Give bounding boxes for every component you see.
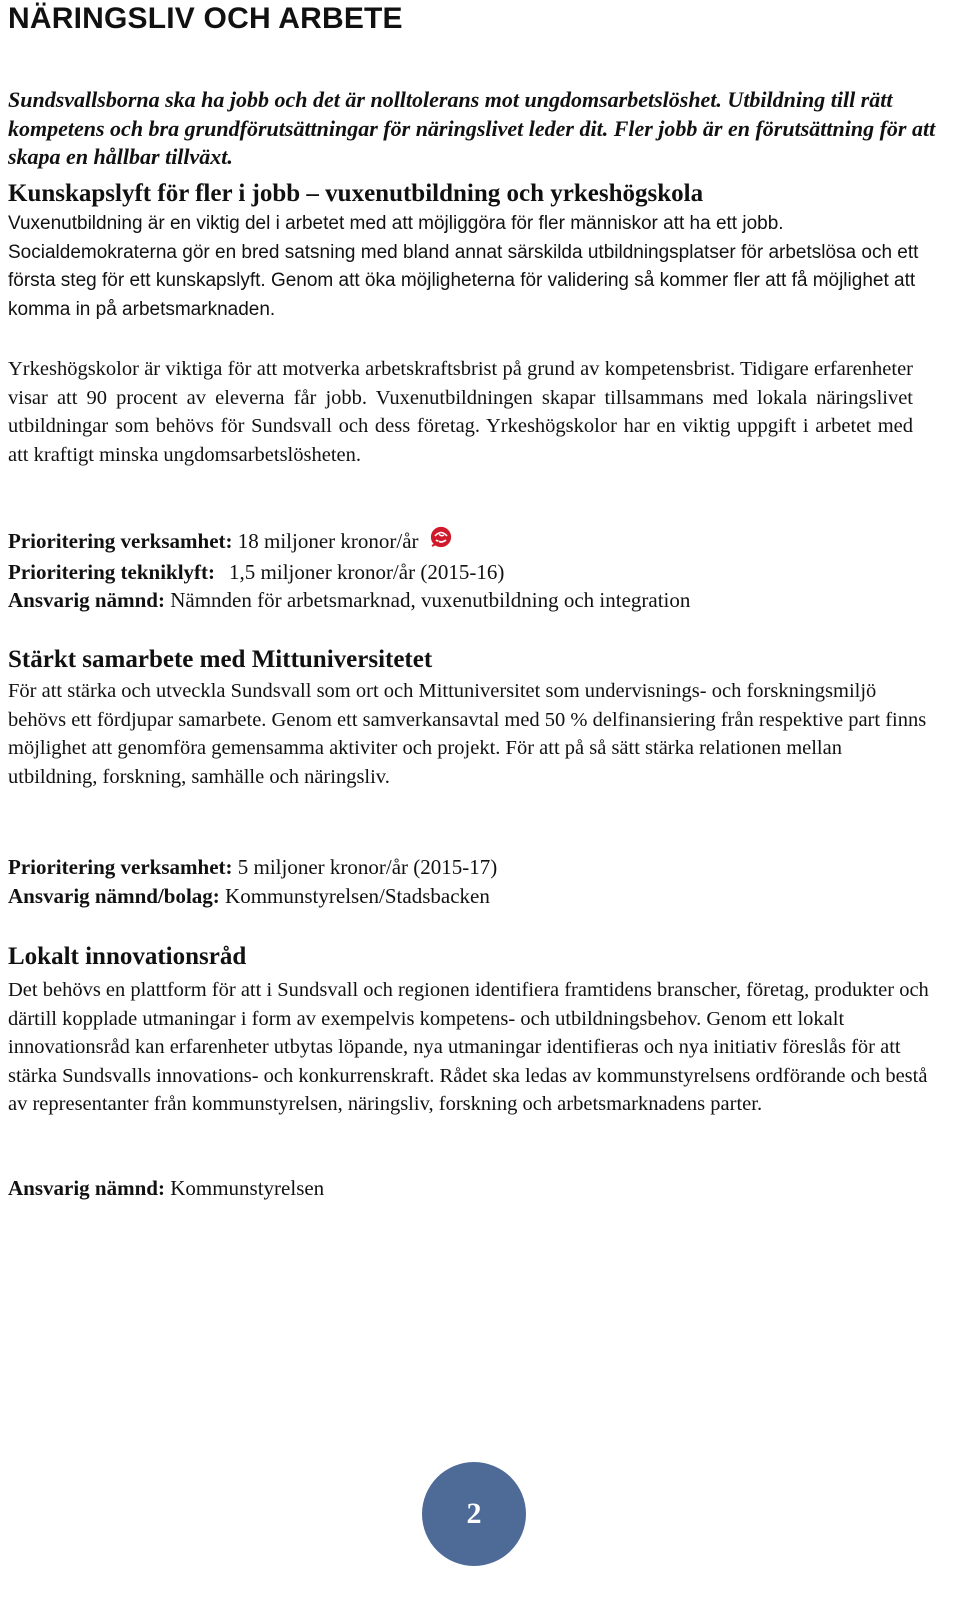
section2-heading: Stärkt samarbete med Mittuniversitetet bbox=[8, 646, 433, 673]
namnd-bolag-value: Kommunstyrelsen/Stadsbacken bbox=[225, 883, 490, 908]
prio-verksamhet-value: 18 miljoner kronor/år bbox=[237, 529, 419, 553]
section2-paragraph: För att stärka och utveckla Sundsvall som ort och Mittuniversitet som undervisnings- och forskningsmiljö behövs ett fördjupar samarbete. Genom ett samverkansavtal med 50 % delfinansiering från respektive part finns möjlighet att genomföra gemensamma aktiviter och projekt. För att på så sätt stärka relationen mellan utbildning, forskning, samhälle och näringsliv. bbox=[8, 680, 927, 788]
prio-verksamhet-label: Prioritering verksamhet: bbox=[8, 529, 233, 553]
namnd-bolag-label: Ansvarig nämnd/bolag: bbox=[8, 883, 220, 908]
section1-priorities bbox=[8, 526, 908, 615]
prio-teknik-label: Prioritering tekniklyft: bbox=[8, 559, 216, 584]
page-number-badge: 2 bbox=[422, 1462, 526, 1566]
prio-teknik-row bbox=[8, 558, 908, 587]
section1-heading: Kunskapslyft för fler i jobb – vuxenutbildning och yrkeshögskola bbox=[8, 180, 704, 207]
namnd-bolag-row bbox=[8, 882, 908, 911]
prio-label: Prioritering verksamhet: bbox=[8, 855, 233, 879]
section1-paragraph2: Yrkeshögskolor är viktiga för att motverka arbetskraftsbrist på grund av kompetensbrist. Tidigare erfarenheter visar att 90 procent av eleverna får jobb. Vuxenutbildningen skapar tillsammans med lokala näringslivet utbildningar som behövs för Sundsvall och dess företag. Yrkeshögskolor har en viktig uppgift i arbetet med att kraftigt minska ungdomsarbetslösheten. bbox=[8, 358, 913, 466]
prio-verksamhet-row bbox=[8, 526, 908, 558]
section3-paragraph: Det behövs en plattform för att i Sundsvall och regionen identifiera framtidens branscher, företag, produkter och därtill kopplade utmaningar i form av exempelvis kompetens- och utbildningsbehov. Genom ett lokalt innovationsråd kan erfarenheter utbytas löpande, nya utmaningar identifieras och nya initiativ föreslås för att stärka Sundsvalls innovations- och konkurrenskraft. Rådet ska ledas av kommunstyrelsens ordförande och bestå av representanter från kommunstyrelsen, näringsliv, forskning och arbetsmarknadens parter. bbox=[8, 979, 929, 1116]
section1-paragraph1: Vuxenutbildning är en viktig del i arbetet med att möjliggöra för fler människor att ha ett jobb. Socialdemokraterna gör en bred satsning med bland annat särskilda utbildningsplatser för arbetslösa och ett första steg för ett kunskapslyft. Genom att öka möjligheterna för validering så kommer fler att få möjlighet att komma in på arbetsmarknaden. bbox=[8, 213, 919, 320]
section2-priorities bbox=[8, 853, 908, 910]
namnd-value: Nämnden för arbetsmarknad, vuxenutbildning och integration bbox=[170, 588, 691, 613]
rose-icon bbox=[428, 526, 454, 558]
namnd3-value: Kommunstyrelsen bbox=[170, 1176, 325, 1200]
intro-text: Sundsvallsborna ska ha jobb och det är nolltolerans mot ungdomsarbetslöshet. Utbildning till rätt kompetens och bra grundförutsättningar för näringslivet leder dit. Fler jobb är en förutsättning för att skapa en hållbar tillväxt. bbox=[8, 87, 936, 169]
namnd3-label: Ansvarig nämnd: bbox=[8, 1176, 165, 1200]
prio-row bbox=[8, 853, 908, 882]
section3-heading: Lokalt innovationsråd bbox=[8, 943, 247, 970]
section3-priorities bbox=[8, 1174, 908, 1203]
prio-value: 5 miljoner kronor/år (2015-17) bbox=[237, 855, 498, 879]
namnd3-row bbox=[8, 1174, 908, 1203]
prio-teknik-value: 1,5 miljoner kronor/år (2015-16) bbox=[229, 559, 505, 584]
page-title: NÄRINGSLIV OCH ARBETE bbox=[8, 2, 403, 35]
namnd-row bbox=[8, 586, 908, 615]
namnd-label: Ansvarig nämnd: bbox=[8, 588, 165, 613]
